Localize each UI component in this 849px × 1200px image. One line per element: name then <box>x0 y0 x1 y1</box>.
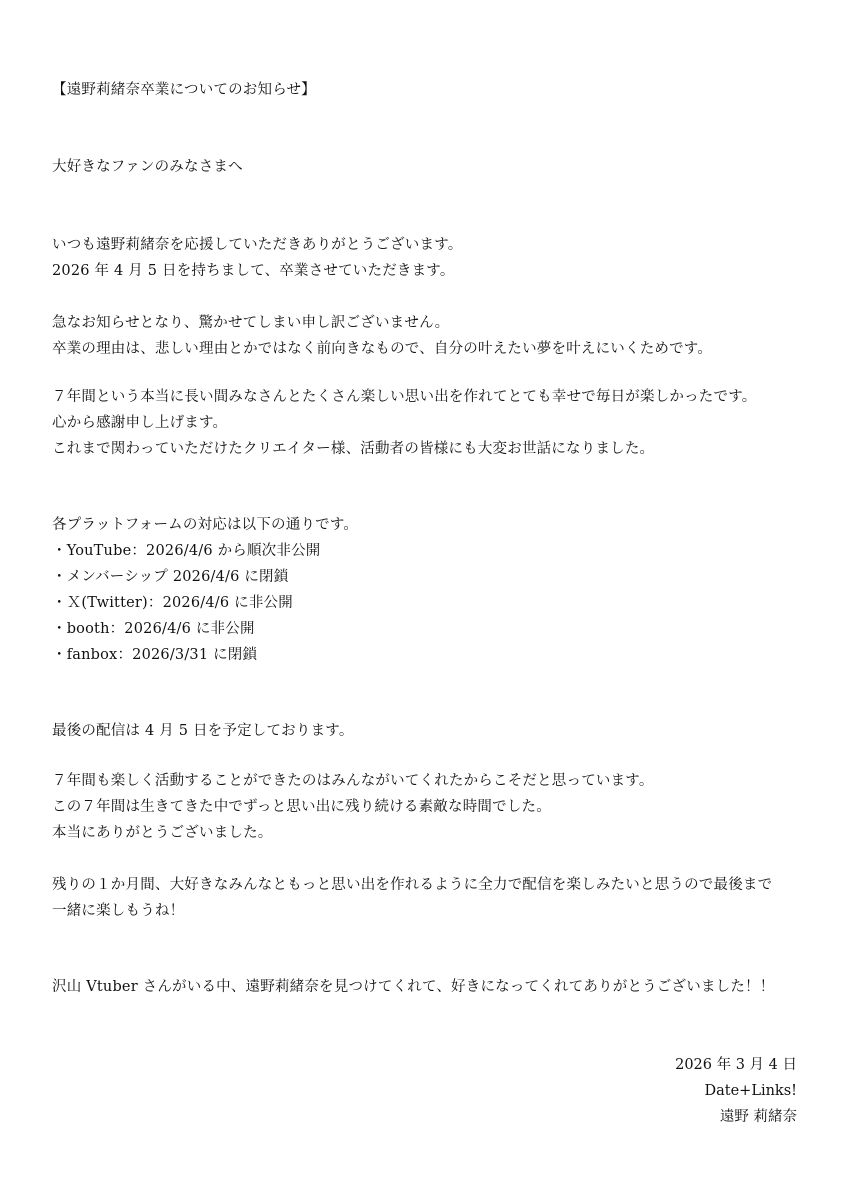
paragraph-line: いつも遠野莉緒奈を応援していただきありがとうございます。 <box>52 237 463 253</box>
closing-message: 沢山 Vtuber さんがいる中、遠野莉緒奈を見つけてくれて、好きになってくれてありがとうございました！！ <box>52 979 775 995</box>
signature-company: Date+Links! <box>704 1083 797 1099</box>
platform-item: ・fanbox：2026/3/31 に閉鎖 <box>52 647 258 663</box>
paragraph-line: 一緒に楽しもうね！ <box>52 903 185 919</box>
signature-date: 2026 年 3 月 4 日 <box>675 1057 797 1073</box>
paragraph-line: 2026 年 4 月 5 日を持ちまして、卒業させていただきます。 <box>52 263 455 279</box>
platform-item: ・メンバーシップ 2026/4/6 に閉鎖 <box>52 569 289 585</box>
paragraph-line: ７年間という本当に長い間みなさんとたくさん楽しい思い出を作れてとても幸せで毎日が楽しかったです。 <box>52 389 757 405</box>
paragraph-line: 心から感謝申し上げます。 <box>52 415 228 431</box>
paragraph-line: ７年間も楽しく活動することができたのはみんながいてくれたからこそだと思っています。 <box>52 773 654 789</box>
last-stream-notice: 最後の配信は 4 月 5 日を予定しております。 <box>52 723 354 739</box>
paragraph-line: 本当にありがとうございました。 <box>52 825 273 841</box>
paragraph-line: これまで関わっていただけたクリエイター様、活動者の皆様にも大変お世話になりました。 <box>52 441 655 457</box>
platform-item: ・YouTube：2026/4/6 から順次非公開 <box>52 543 321 559</box>
signature-name: 遠野 莉緒奈 <box>719 1109 797 1125</box>
paragraph-line: 急なお知らせとなり、驚かせてしまい申し訳ございません。 <box>52 315 450 331</box>
document-title: 【遠野莉緒奈卒業についてのお知らせ】 <box>52 82 316 98</box>
paragraph-line: 残りの１か月間、大好きなみんなともっと思い出を作れるように全力で配信を楽しみたいと思うので最後まで <box>52 877 773 893</box>
paragraph-line: 卒業の理由は、悲しい理由とかではなく前向きなもので、自分の叶えたい夢を叶えにいくためです。 <box>52 341 713 357</box>
platforms-intro: 各プラットフォームの対応は以下の通りです。 <box>52 517 359 533</box>
greeting: 大好きなファンのみなさまへ <box>52 159 243 175</box>
paragraph-line: この７年間は生きてきた中でずっと思い出に残り続ける素敵な時間でした。 <box>52 799 551 815</box>
platform-item: ・Ｘ(Twitter)：2026/4/6 に非公開 <box>52 595 293 611</box>
platform-item: ・booth：2026/4/6 に非公開 <box>52 621 255 637</box>
